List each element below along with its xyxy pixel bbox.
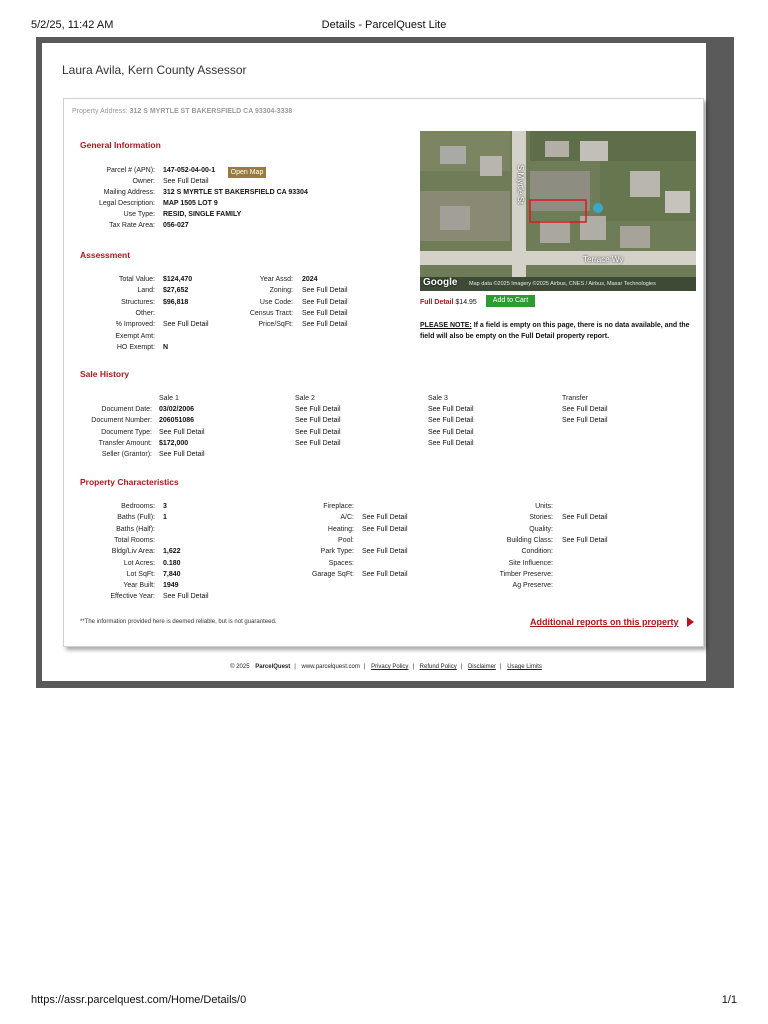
assessment-label: Price/SqFt: xyxy=(258,321,293,329)
general-label: Parcel # (APN): xyxy=(106,167,155,174)
general-value: See Full Detail xyxy=(163,178,209,185)
sale-column-header: Sale 2 xyxy=(295,395,315,402)
sale-column-header: Sale 3 xyxy=(428,395,448,402)
disclaimer-text: **The information provided here is deemed reliable, but is not guaranteed. xyxy=(80,619,277,625)
general-value: 312 S MYRTLE ST BAKERSFIELD CA 93304 xyxy=(163,189,308,196)
characteristic-label: Spaces: xyxy=(328,559,354,567)
sale3-value: See Full Detail xyxy=(428,406,474,413)
parcel-map[interactable] xyxy=(420,131,696,291)
general-label: Owner: xyxy=(132,178,155,185)
sale1-value: 03/02/2006 xyxy=(159,406,195,413)
property-address-value: 312 S MYRTLE ST BAKERSFIELD CA 93304-3338 xyxy=(129,108,293,115)
characteristic-value: 0.180 xyxy=(163,559,181,567)
sale3-value: See Full Detail xyxy=(428,439,474,447)
sale2-value: See Full Detail xyxy=(295,406,341,413)
add-to-cart-button[interactable]: Add to Cart xyxy=(486,295,535,307)
footer-copyright: © 2025 ParcelQuest xyxy=(230,664,291,670)
characteristic-label: Heating: xyxy=(327,525,354,533)
open-map-button[interactable]: Open Map xyxy=(228,167,266,178)
sale-row-label: Document Number: xyxy=(91,417,152,425)
characteristic-label: Timber Preserve: xyxy=(499,570,553,578)
property-address xyxy=(72,108,292,115)
characteristic-label: A/C: xyxy=(340,514,354,522)
sale-row-label: Seller (Grantor): xyxy=(101,451,152,459)
refund-policy-link[interactable]: Refund Policy xyxy=(419,664,457,670)
general-info-heading: General Information xyxy=(80,140,161,150)
full-detail-label: Full Detail xyxy=(420,299,454,306)
assessment-value: N xyxy=(163,343,169,351)
print-url: https://assr.parcelquest.com/Home/Details/0 xyxy=(31,994,247,1006)
characteristic-value: See Full Detail xyxy=(562,514,608,522)
characteristic-value: 7,840 xyxy=(163,570,181,578)
site-footer: © 2025 ParcelQuest | www.parcelquest.com | Privacy Policy | Refund Policy | Disclaimer | Usage Limits xyxy=(0,664,768,670)
transfer-value: See Full Detail xyxy=(562,417,608,425)
assessment-label: % Improved: xyxy=(115,321,155,329)
please-note-text: If a field is empty on this page, there is no data available, and the field will also be empty on the Full Detail property report. xyxy=(420,322,690,340)
sale3-value: See Full Detail xyxy=(428,417,474,425)
assessor-title: Laura Avila, Kern County Assessor xyxy=(62,63,247,77)
assessment-label: Total Value: xyxy=(118,276,155,283)
sale1-value: See Full Detail xyxy=(159,451,205,459)
characteristic-label: Total Rooms: xyxy=(114,536,155,544)
assessment-label: Exempt Amt: xyxy=(115,332,155,340)
characteristic-label: Site Influence: xyxy=(508,559,553,567)
characteristic-label: Bldg/Liv Area: xyxy=(111,548,155,556)
general-value: 056-027 xyxy=(163,222,189,229)
characteristic-value: See Full Detail xyxy=(362,570,408,578)
full-detail-price xyxy=(420,299,477,306)
general-value: MAP 1505 LOT 9 xyxy=(163,200,218,207)
map-street-horizontal: Terrace Wy xyxy=(583,255,624,264)
sale2-value: See Full Detail xyxy=(295,439,341,447)
sale1-value: $172,000 xyxy=(159,439,189,447)
assessment-value: See Full Detail xyxy=(302,287,348,295)
general-value: 147-052-04-00-1 xyxy=(163,167,216,174)
sale-column-header: Sale 1 xyxy=(159,395,179,402)
sale-row-label: Document Date: xyxy=(101,406,152,413)
transfer-value: See Full Detail xyxy=(562,406,608,413)
general-label: Use Type: xyxy=(123,211,155,218)
sale2-value: See Full Detail xyxy=(295,417,341,425)
assessment-label: Census Tract: xyxy=(249,309,293,317)
google-logo: Google xyxy=(423,277,458,288)
characteristic-value: See Full Detail xyxy=(163,593,209,601)
additional-reports-link[interactable]: Additional reports on this property xyxy=(530,617,679,627)
characteristic-value: 1 xyxy=(163,514,167,522)
characteristic-label: Bedrooms: xyxy=(121,503,155,510)
characteristic-label: Pool: xyxy=(338,536,354,544)
characteristic-label: Ag Preserve: xyxy=(512,582,553,590)
characteristic-label: Year Built: xyxy=(123,582,155,590)
characteristic-value: 1949 xyxy=(163,582,179,590)
assessment-label: Land: xyxy=(137,287,155,295)
sale-history-heading: Sale History xyxy=(80,369,130,379)
sale-row-label: Document Type: xyxy=(101,428,152,436)
sale1-value: 206051086 xyxy=(159,417,195,425)
characteristic-label: Baths (Half): xyxy=(116,525,155,533)
satellite-map-image xyxy=(420,131,696,291)
map-street-vertical: S Myrtle St xyxy=(516,165,525,205)
print-page-number: 1/1 xyxy=(721,994,737,1006)
assessment-label: Other: xyxy=(135,309,155,317)
footer-site-link[interactable]: www.parcelquest.com xyxy=(301,664,360,670)
characteristic-label: Quality: xyxy=(529,525,553,533)
assessment-value: $124,470 xyxy=(163,276,193,283)
assessment-heading: Assessment xyxy=(80,250,131,260)
characteristic-label: Fireplace: xyxy=(323,503,354,510)
map-attribution: Map data ©2025 Imagery ©2025 Airbus, CNES / Airbus, Maxar Technologies xyxy=(469,281,656,287)
assessment-label: HO Exempt: xyxy=(116,343,155,351)
characteristic-value: 3 xyxy=(163,503,167,510)
assessment-value: See Full Detail xyxy=(302,321,348,329)
please-note-heading: PLEASE NOTE: xyxy=(420,322,472,329)
general-value: RESID, SINGLE FAMILY xyxy=(163,211,242,218)
print-title: Details - ParcelQuest Lite xyxy=(321,19,447,31)
characteristic-value: See Full Detail xyxy=(362,548,408,556)
characteristic-value: See Full Detail xyxy=(562,536,608,544)
assessment-value: $96,818 xyxy=(163,298,189,306)
please-note xyxy=(420,320,700,342)
disclaimer-link[interactable]: Disclaimer xyxy=(467,664,496,670)
assessment-value: 2024 xyxy=(302,276,318,283)
sale-column-header: Transfer xyxy=(562,395,588,402)
characteristic-label: Effective Year: xyxy=(110,593,155,601)
sale-row-label: Transfer Amount: xyxy=(98,439,152,447)
arrow-right-icon[interactable] xyxy=(687,617,694,627)
characteristic-label: Condition: xyxy=(521,548,553,556)
general-label: Legal Description: xyxy=(98,200,155,207)
characteristic-label: Stories: xyxy=(529,514,553,522)
assessment-value: $27,652 xyxy=(163,287,189,295)
assessment-label: Year Assd: xyxy=(259,276,293,283)
characteristic-label: Units: xyxy=(535,503,553,510)
general-label: Tax Rate Area: xyxy=(109,222,155,229)
assessment-label: Use Code: xyxy=(259,298,293,306)
characteristic-label: Garage SqFt: xyxy=(311,570,354,578)
sale2-value: See Full Detail xyxy=(295,428,341,436)
assessment-label: Zoning: xyxy=(269,287,293,295)
characteristic-value: See Full Detail xyxy=(362,525,408,533)
assessment-value: See Full Detail xyxy=(302,298,348,306)
privacy-policy-link[interactable]: Privacy Policy xyxy=(371,664,409,670)
assessment-value: See Full Detail xyxy=(302,309,348,317)
sale1-value: See Full Detail xyxy=(159,428,205,436)
assessment-label: Structures: xyxy=(121,298,155,306)
characteristic-label: Park Type: xyxy=(320,548,354,556)
sale3-value: See Full Detail xyxy=(428,428,474,436)
general-label: Mailing Address: xyxy=(103,189,155,196)
characteristics-heading: Property Characteristics xyxy=(80,477,179,487)
property-address-label: Property Address: xyxy=(72,108,128,115)
full-detail-amount: $14.95 xyxy=(455,299,477,306)
characteristic-label: Lot SqFt: xyxy=(126,570,155,578)
characteristic-value: See Full Detail xyxy=(362,514,408,522)
assessment-value: See Full Detail xyxy=(163,321,209,329)
characteristic-label: Baths (Full): xyxy=(117,514,155,522)
characteristic-label: Lot Acres: xyxy=(123,559,155,567)
characteristic-label: Building Class: xyxy=(506,536,553,544)
characteristic-value: 1,622 xyxy=(163,548,181,556)
print-timestamp: 5/2/25, 11:42 AM xyxy=(31,19,114,31)
usage-limits-link[interactable]: Usage Limits xyxy=(507,664,542,670)
